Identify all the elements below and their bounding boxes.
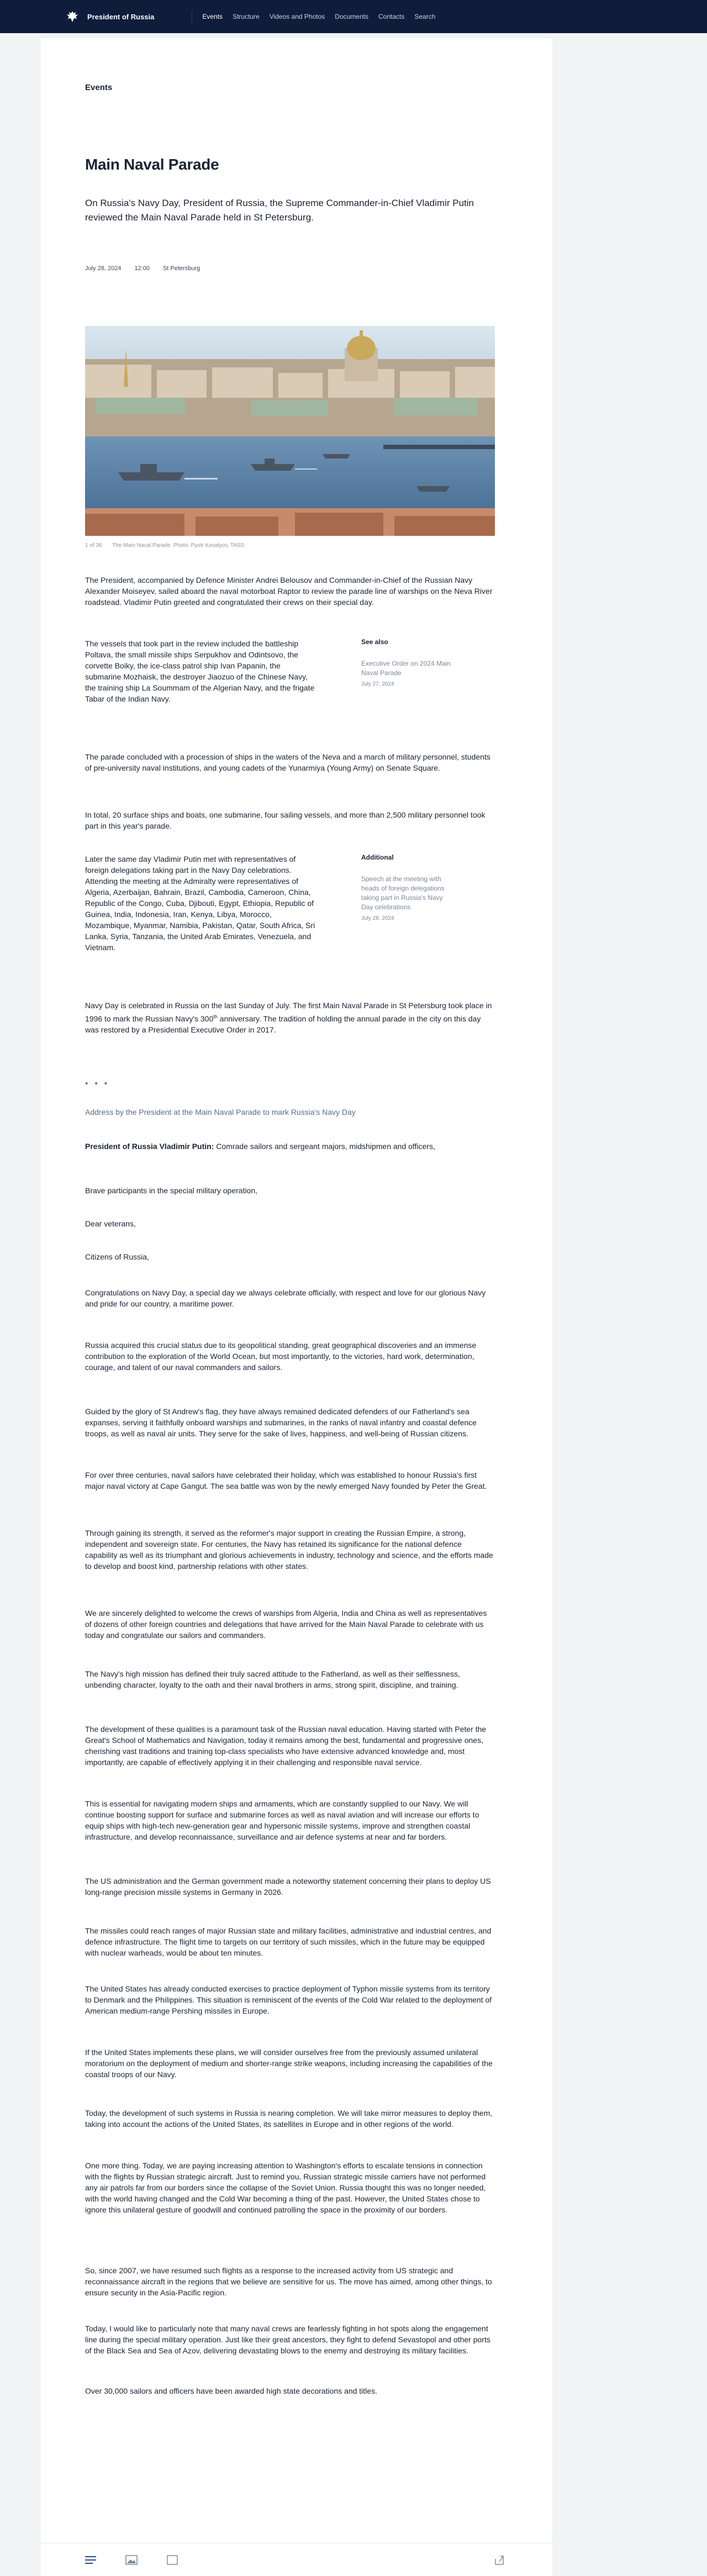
top-navigation-bar — [0, 0, 707, 33]
article-lead: On Russia's Navy Day, President of Russia, the Supreme Commander-in-Chief Vladimir Putin reviewed the Main Naval Parade held in St Petersburg. — [85, 198, 474, 223]
speech-paragraph-21: Today, I would like to particularly note that many naval crews are fearlessly fighting in hot spots along the engagement line during the special military operation. Just like their great ancestors, they fight to defend Sevastopol and other ports of the Black Sea and Sea of Azov, delivering devastating blows to the enemy and destroying its military facilities. — [85, 2324, 490, 2355]
main-nav — [192, 10, 445, 23]
speech-paragraph-19: One more thing. Today, we are paying increasing attention to Washington's efforts to escalate tensions in connection with the flights by Russian strategic aircraft. Just to remind you, Russian strategic missile carriers have not performed any air patrols far from our borders since the collapse of the Soviet Union. Russia thought this was no longer needed, with the world having changed and the Cold War becoming a thing of the past. However, the United States chose to ignore this unilateral gesture of goodwill and continued patrolling the space in the proximity of our borders. — [85, 2161, 486, 2214]
speech-paragraph-5: Congratulations on Navy Day, a special day we always celebrate officially, with respect and love for our glorious Navy and pride for our country, a maritime power. — [85, 1288, 486, 1308]
video-icon — [167, 2555, 178, 2565]
additional-date: July 28, 2024 — [361, 915, 394, 921]
speech-paragraph-9: Through gaining its strength, it served as the reformer's major support in creating the Russian Empire, a strong, independent and sovereign state. For centuries, the Navy has retained its significance for the national defence capability as well as its triumphant and glorious achievements in industry, technology and science, and the efforts made to develop and boost kind, partnership relations with other states. — [85, 1529, 493, 1571]
photo-counter: 1 of 36 — [85, 542, 102, 549]
text-icon — [85, 2556, 96, 2564]
ordinal-superscript: th — [213, 1014, 218, 1019]
paragraph-4: In total, 20 surface ships and boats, one submarine, four sailing vessels, and more than 2,500 military personnel took part in this year's parade. — [85, 810, 486, 830]
speech-paragraph-1-text: Comrade sailors and sergeant majors, midshipmen and officers, — [216, 1142, 435, 1151]
speech-paragraph-8: For over three centuries, naval sailors have celebrated their holiday, which was established to honour Russia's first major naval victory at Cape Gangut. The sea battle was won by the newly emerged Navy founded by Peter the Great. — [85, 1471, 487, 1490]
speaker-label: President of Russia Vladimir Putin: — [85, 1142, 214, 1151]
speech-paragraph-3: Dear veterans, — [85, 1219, 136, 1228]
speech-paragraph-4: Citizens of Russia, — [85, 1252, 149, 1261]
photo-view-button[interactable] — [125, 2553, 138, 2567]
video-view-button[interactable] — [166, 2553, 179, 2567]
paragraph-3: The parade concluded with a procession of ships in the waters of the Neva and a march of military personnel, students of pre-university naval institutions, and young cadets of the Yunarmiya (Young Army) on Senate Square. — [85, 752, 490, 772]
additional-link[interactable]: Speech at the meeting with heads of foreign delegations taking part in Russia's Navy Day celebrations — [361, 875, 445, 911]
speech-paragraph-17: If the United States implements these plans, we will consider ourselves free from the previously assumed unilateral moratorium on the deployment of medium and shorter-range strike weapons, including increasing the capabilities of the coastal troops of our Navy. — [85, 2048, 493, 2079]
share-button[interactable] — [493, 2553, 506, 2567]
site-brand[interactable] — [65, 9, 154, 24]
article-time: 12:00 — [134, 265, 150, 272]
article-meta — [85, 265, 213, 272]
speech-paragraph-18: Today, the development of such systems in Russia is nearing completion. We will take mirror measures to deploy them, taking into account the actions of the United States, its satellites in Europe and in other regions of the world. — [85, 2109, 493, 2129]
main-photo[interactable] — [85, 326, 495, 536]
paragraph-1: The President, accompanied by Defence Minister Andrei Belousov and Commander-in-Chief of the Russian Navy Alexander Moiseyev, sailed aboard the naval motorboat Raptor to review the parade line of warships on the Neva River roadstead. Vladimir Putin greeted and congratulated their crews on their special day. — [85, 576, 493, 607]
see-also-title: See also — [361, 638, 388, 646]
article-date: July 28, 2024 — [85, 265, 122, 272]
article-page — [41, 39, 552, 2576]
section-separator: * * * — [85, 1080, 110, 1089]
speech-paragraph-15: The missiles could reach ranges of major Russian state and military facilities, administrative and industrial centres, and defence infrastructure. The flight time to targets on our territory of such missiles, which in the future may be equipped with nuclear warheads, would be about ten minutes. — [85, 1926, 492, 1957]
photo-caption-line — [85, 542, 244, 549]
address-link[interactable]: Address by the President at the Main Naval Parade to mark Russia's Navy Day — [85, 1108, 356, 1116]
paragraph-2: The vessels that took part in the review included the battleship Poltava, the small missile ships Serpukhov and Odintsovo, the corvette Boiky, the ice-class patrol ship Ivan Papanin, the submarine Mozhaisk, the destroyer Jiaozuo of the Chinese Navy, the training ship La Soummam of the Algerian Navy, and the frigate Tabar of the Indian Navy. — [85, 639, 315, 703]
st-petersburg-panorama-image — [85, 326, 495, 536]
speech-paragraph-2: Brave participants in the special military operation, — [85, 1186, 258, 1195]
nav-item-structure[interactable]: Structure — [233, 13, 260, 20]
speech-paragraph-10: We are sincerely delighted to welcome the crews of warships from Algeria, India and China as well as representatives of dozens of other foreign countries and delegations that have arrived for the Main Naval Parade to celebrate with us today and congratulate our sailors and commanders. — [85, 1609, 487, 1640]
speech-paragraph-20: So, since 2007, we have resumed such flights as a response to the increased activity from US strategic and reconnaissance aircraft in the regions that we believe are sensitive for us. The move has aimed, among other things, to ensure security in the Asia-Pacific region. — [85, 2266, 492, 2297]
speech-paragraph-12: The development of these qualities is a paramount task of the Russian naval education. Having started with Peter the Great's School of Mathematics and Navigation, today it remains among the best, fundamental and progressive ones, cherishing vast traditions and training top-class specialists who have extensive advanced knowledge and, most importantly, are capable of effectively applying it in their challenging and responsible naval service. — [85, 1725, 487, 1767]
right-gutter — [552, 39, 707, 2576]
paragraph-6 — [85, 1000, 494, 1035]
text-view-button[interactable] — [84, 2553, 97, 2567]
speech-paragraph-1 — [85, 1141, 494, 1152]
nav-item-contacts[interactable]: Contacts — [378, 13, 405, 20]
additional-box — [361, 854, 455, 921]
nav-item-documents[interactable]: Documents — [335, 13, 368, 20]
nav-item-search[interactable]: Search — [414, 13, 436, 20]
speech-paragraph-16: The United States has already conducted exercises to practice deployment of Typhon missile systems from its territory to Denmark and the Philippines. This situation is reminiscent of the events of the Cold War related to the deployment of American medium-range Pershing missiles in Europe. — [85, 1984, 492, 2015]
speech-paragraph-14: The US administration and the German government made a noteworthy statement concerning their plans to deploy US long-range precision missile systems in Germany in 2026. — [85, 1877, 491, 1897]
photo-icon — [125, 2555, 138, 2565]
speech-paragraph-7: Guided by the glory of St Andrew's flag, they have always remained dedicated defenders of our Fatherland's sea expanses, serving it faithfully onboard warships and submarines, in the ranks of naval infantry and coastal defence troops, as well as naval air units. They serve for the sake of lives, happiness, and well-being of Russian citizens. — [85, 1407, 477, 1438]
nav-item-videos-and-photos[interactable]: Videos and Photos — [269, 13, 325, 20]
share-icon — [494, 2554, 505, 2566]
photo-caption: The Main Naval Parade. Photo: Pyotr Kovalyov, TASS — [112, 542, 245, 549]
article-place[interactable]: St Petersburg — [162, 265, 201, 272]
see-also-box — [361, 638, 455, 687]
paragraph-6-text: Navy Day is celebrated in Russia on the last Sunday of July. The first Main Naval Parade in St Petersburg took place in 1996 to mark the Russian Navy's 300th anniversary. The tradition of holding the annual parade in the city on this day was restored by a Presidential Executive Order in 2017. — [85, 1001, 492, 1034]
see-also-date: July 27, 2024 — [361, 681, 394, 687]
additional-title: Additional — [361, 854, 394, 861]
site-title: President of Russia — [87, 12, 155, 21]
section-label-events[interactable]: Events — [85, 83, 113, 92]
paragraph-5: Later the same day Vladimir Putin met with representatives of foreign delegations taking part in the Navy Day celebrations. Attending the meeting at the Admiralty were representatives of Algeria, Azerbaijan, Bahrain, Brazil, Cambodia, Cameroon, China, Republic of the Congo, Cuba, Djibouti, Egypt, Ethiopia, Republic of Guinea, India, Indonesia, Iran, Kenya, Libya, Morocco, Mozambique, Myanmar, Namibia, Pakistan, Qatar, South Africa, Sri Lanka, Syria, Tanzania, the United Arab Emirates, Venezuela, and Vietnam. — [85, 855, 315, 952]
speech-paragraph-13: This is essential for navigating modern ships and armaments, which are constantly supplied to our Navy. We will continue boosting support for surface and submarine forces as well as naval aviation and will increase our efforts to equip ships with high-tech new-generation gear and hypersonic missile systems, improve and strengthen coastal infrastructure, and develop reconnaissance, surveillance and air defence systems at near and far borders. — [85, 1799, 479, 1841]
speech-paragraph-11: The Navy's high mission has defined their truly sacred attitude to the Fatherland, as well as their selflessness, unbending character, loyalty to the oath and their naval brothers in arms, strong spirit, discipline, and training. — [85, 1669, 460, 1689]
page-title: Main Naval Parade — [85, 156, 219, 173]
see-also-link[interactable]: Executive Order on 2024 Main Naval Parade — [361, 660, 451, 677]
speech-paragraph-22: Over 30,000 sailors and officers have been awarded high state decorations and titles. — [85, 2387, 377, 2395]
double-headed-eagle-icon — [65, 9, 80, 24]
nav-item-events[interactable]: Events — [202, 13, 223, 20]
speech-paragraph-6: Russia acquired this crucial status due to its geopolitical standing, great geographical discoveries and an immense contribution to the exploration of the World Ocean, but most importantly, to the victories, hard work, determination, courage, and talent of our naval commanders and sailors. — [85, 1341, 477, 1372]
bottom-toolbar — [41, 2543, 552, 2576]
